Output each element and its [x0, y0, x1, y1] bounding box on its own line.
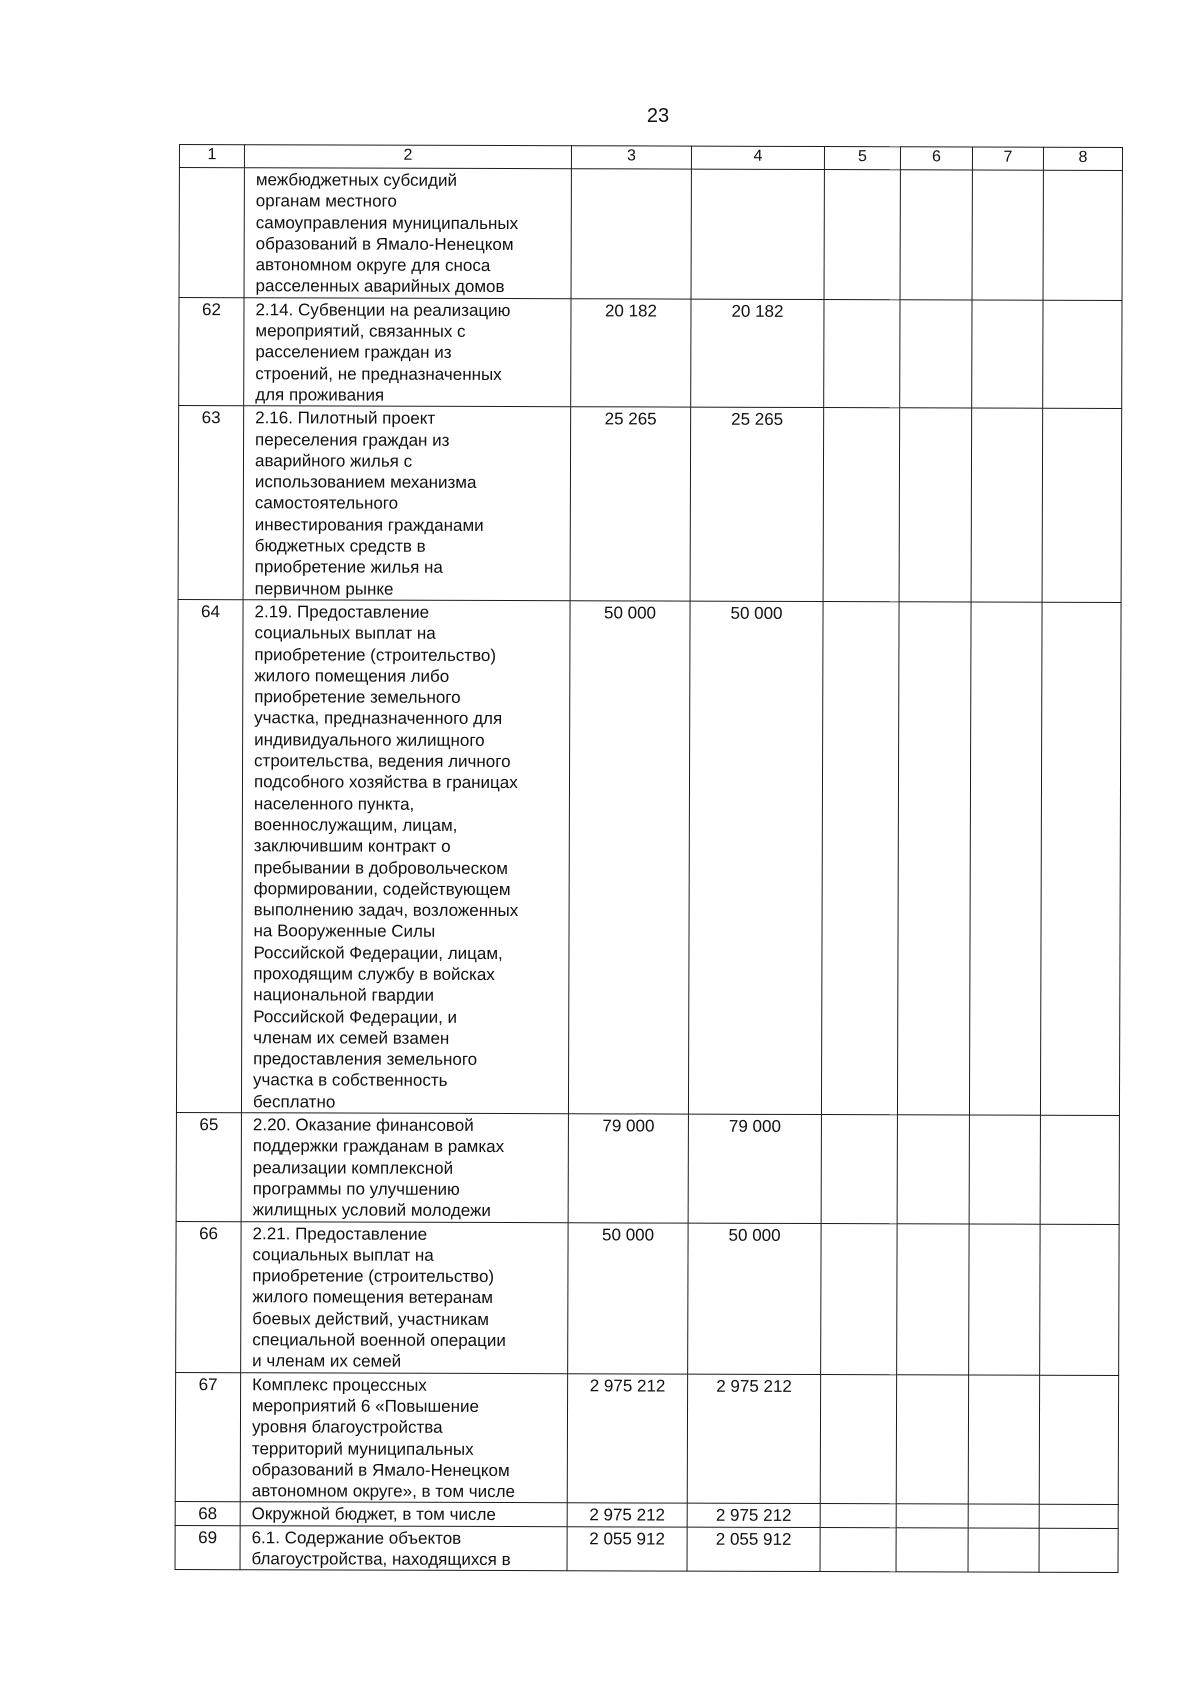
row-col4-value	[691, 169, 824, 299]
row-col8-empty	[1040, 1224, 1119, 1375]
row-description: 2.19. Предоставление социальных выплат на приобретение (строительство) жилого помещения либо приобретение земельного участка, предназначенного для индивидуального жилищного строительства, ведения личного подсобного хозяйства в границах населенного пункта, военнослужащим, лицам, заключившим контракт о пребывании в добровольческом формировании, содействующем выполнению задач, возложенных на Вооруженные Силы Российской Федерации, лицам, проходящим службу в войсках национальной гвардии Российской Федерации, и членам их семей взамен предоставления земельного участка в собственность бесплатно	[241, 600, 570, 1114]
header-col-1: 1	[179, 145, 244, 168]
row-number	[179, 168, 244, 298]
header-col-3: 3	[571, 146, 691, 169]
row-description: межбюджетных субсидий органам местного самоуправления муниципальных образований в Ямало-Ненецком автономном округе для сноса расселенных аварийных домов	[244, 168, 571, 299]
row-col3-value: 50 000	[568, 1222, 688, 1373]
table-row	[176, 1221, 1119, 1375]
row-col8-empty	[1040, 1115, 1119, 1224]
row-col8-empty	[1040, 602, 1121, 1115]
row-col4-value: 25 265	[690, 407, 824, 601]
table-row	[178, 406, 1122, 603]
row-col6-empty	[896, 1527, 968, 1572]
row-description: 2.20. Оказание финансовой поддержки гражданам в рамках реализации комплексной программы по улучшению жилищных условий молодежи	[241, 1113, 568, 1223]
row-col6-empty	[900, 170, 972, 300]
row-col6-empty	[896, 1374, 968, 1504]
row-col7-empty	[971, 408, 1043, 602]
table-row	[175, 1525, 1118, 1573]
row-col3-value: 2 975 212	[567, 1503, 687, 1527]
row-col3-value: 79 000	[568, 1114, 688, 1223]
header-col-6: 6	[900, 147, 972, 170]
row-col5-empty	[820, 1527, 896, 1572]
row-col7-empty	[968, 1375, 1039, 1505]
row-col7-empty	[969, 602, 1042, 1115]
row-col7-empty	[968, 1504, 1039, 1528]
row-number: 63	[178, 406, 244, 600]
row-col8-empty	[1039, 1528, 1118, 1573]
row-col8-empty	[1043, 300, 1122, 409]
row-col4-value: 50 000	[688, 1223, 821, 1374]
table-row	[179, 168, 1122, 301]
row-col3-value: 20 182	[571, 299, 691, 408]
row-number: 69	[175, 1525, 240, 1570]
row-description: 2.21. Предоставление социальных выплат на приобретение (строительство) жилого помещения ветеранам боевых действий, участникам специальной военной операции и членам их семей	[241, 1221, 568, 1373]
row-number: 68	[175, 1502, 240, 1526]
row-description: Окружной бюджет, в том числе	[240, 1502, 567, 1526]
row-number: 67	[175, 1372, 240, 1502]
row-col3-value: 2 055 912	[567, 1526, 687, 1571]
table-row	[179, 297, 1122, 408]
header-col-2: 2	[244, 145, 571, 169]
row-col6-empty	[900, 300, 972, 409]
header-row	[179, 145, 1122, 171]
row-col6-empty	[899, 408, 972, 602]
row-col3-value: 50 000	[568, 601, 690, 1114]
row-number: 62	[179, 297, 244, 406]
row-col7-empty	[969, 1224, 1040, 1375]
table-row	[176, 599, 1121, 1115]
row-description: Комплекс процессных мероприятий 6 «Повышение уровня благоустройства территорий муниципальных образований в Ямало-Ненецком автономном округе», в том числе	[240, 1372, 567, 1503]
row-col3-value: 25 265	[570, 407, 691, 601]
row-col4-value: 50 000	[688, 601, 823, 1115]
row-number: 64	[176, 599, 243, 1112]
header-col-8: 8	[1043, 147, 1122, 170]
row-col7-empty	[968, 1528, 1039, 1573]
row-col3-value	[571, 169, 691, 299]
row-col4-value: 2 975 212	[687, 1374, 820, 1504]
row-col7-empty	[972, 170, 1043, 300]
row-col4-value: 2 975 212	[687, 1504, 820, 1528]
header-col-7: 7	[972, 147, 1043, 170]
row-col6-empty	[896, 1504, 968, 1528]
row-col8-empty	[1043, 170, 1122, 300]
page-number: 23	[646, 105, 670, 127]
row-number: 66	[176, 1221, 241, 1372]
row-col5-empty	[820, 1374, 896, 1504]
row-col7-empty	[972, 300, 1043, 409]
row-description: 2.14. Субвенции на реализацию мероприятий, связанных с расселением граждан из строений, не предназначенных для проживания	[244, 297, 571, 407]
row-col5-empty	[820, 1504, 896, 1528]
row-col8-empty	[1039, 1505, 1118, 1529]
row-col7-empty	[969, 1115, 1040, 1224]
row-col4-value: 79 000	[688, 1114, 821, 1223]
row-col5-empty	[821, 1115, 897, 1224]
row-col5-empty	[821, 1223, 897, 1374]
row-description: 6.1. Содержание объектов благоустройства, находящихся в	[240, 1525, 567, 1571]
header-col-5: 5	[824, 147, 900, 170]
row-col5-empty	[824, 299, 900, 408]
row-description: 2.16. Пилотный проект переселения граждан из аварийного жилья с использованием механизма самостоятельного инвестирования гражданами бюджетных средств в приобретение жилья на первичном рынке	[243, 406, 571, 601]
table-row	[175, 1372, 1118, 1505]
budget-table	[175, 144, 1123, 1573]
header-col-4: 4	[691, 146, 824, 169]
row-col4-value: 2 055 912	[687, 1527, 820, 1572]
row-col5-empty	[821, 601, 899, 1114]
budget-table-wrapper	[175, 144, 1123, 1573]
row-col8-empty	[1039, 1375, 1118, 1505]
row-col6-empty	[897, 1223, 969, 1374]
row-number: 65	[176, 1113, 241, 1222]
row-col5-empty	[823, 408, 900, 602]
row-col5-empty	[824, 170, 900, 300]
table-row	[176, 1113, 1119, 1224]
row-col6-empty	[897, 1115, 969, 1224]
row-col6-empty	[897, 602, 971, 1115]
row-col3-value: 2 975 212	[567, 1373, 687, 1503]
row-col8-empty	[1042, 408, 1122, 602]
table-row	[175, 1502, 1118, 1528]
row-col4-value: 20 182	[691, 299, 824, 408]
